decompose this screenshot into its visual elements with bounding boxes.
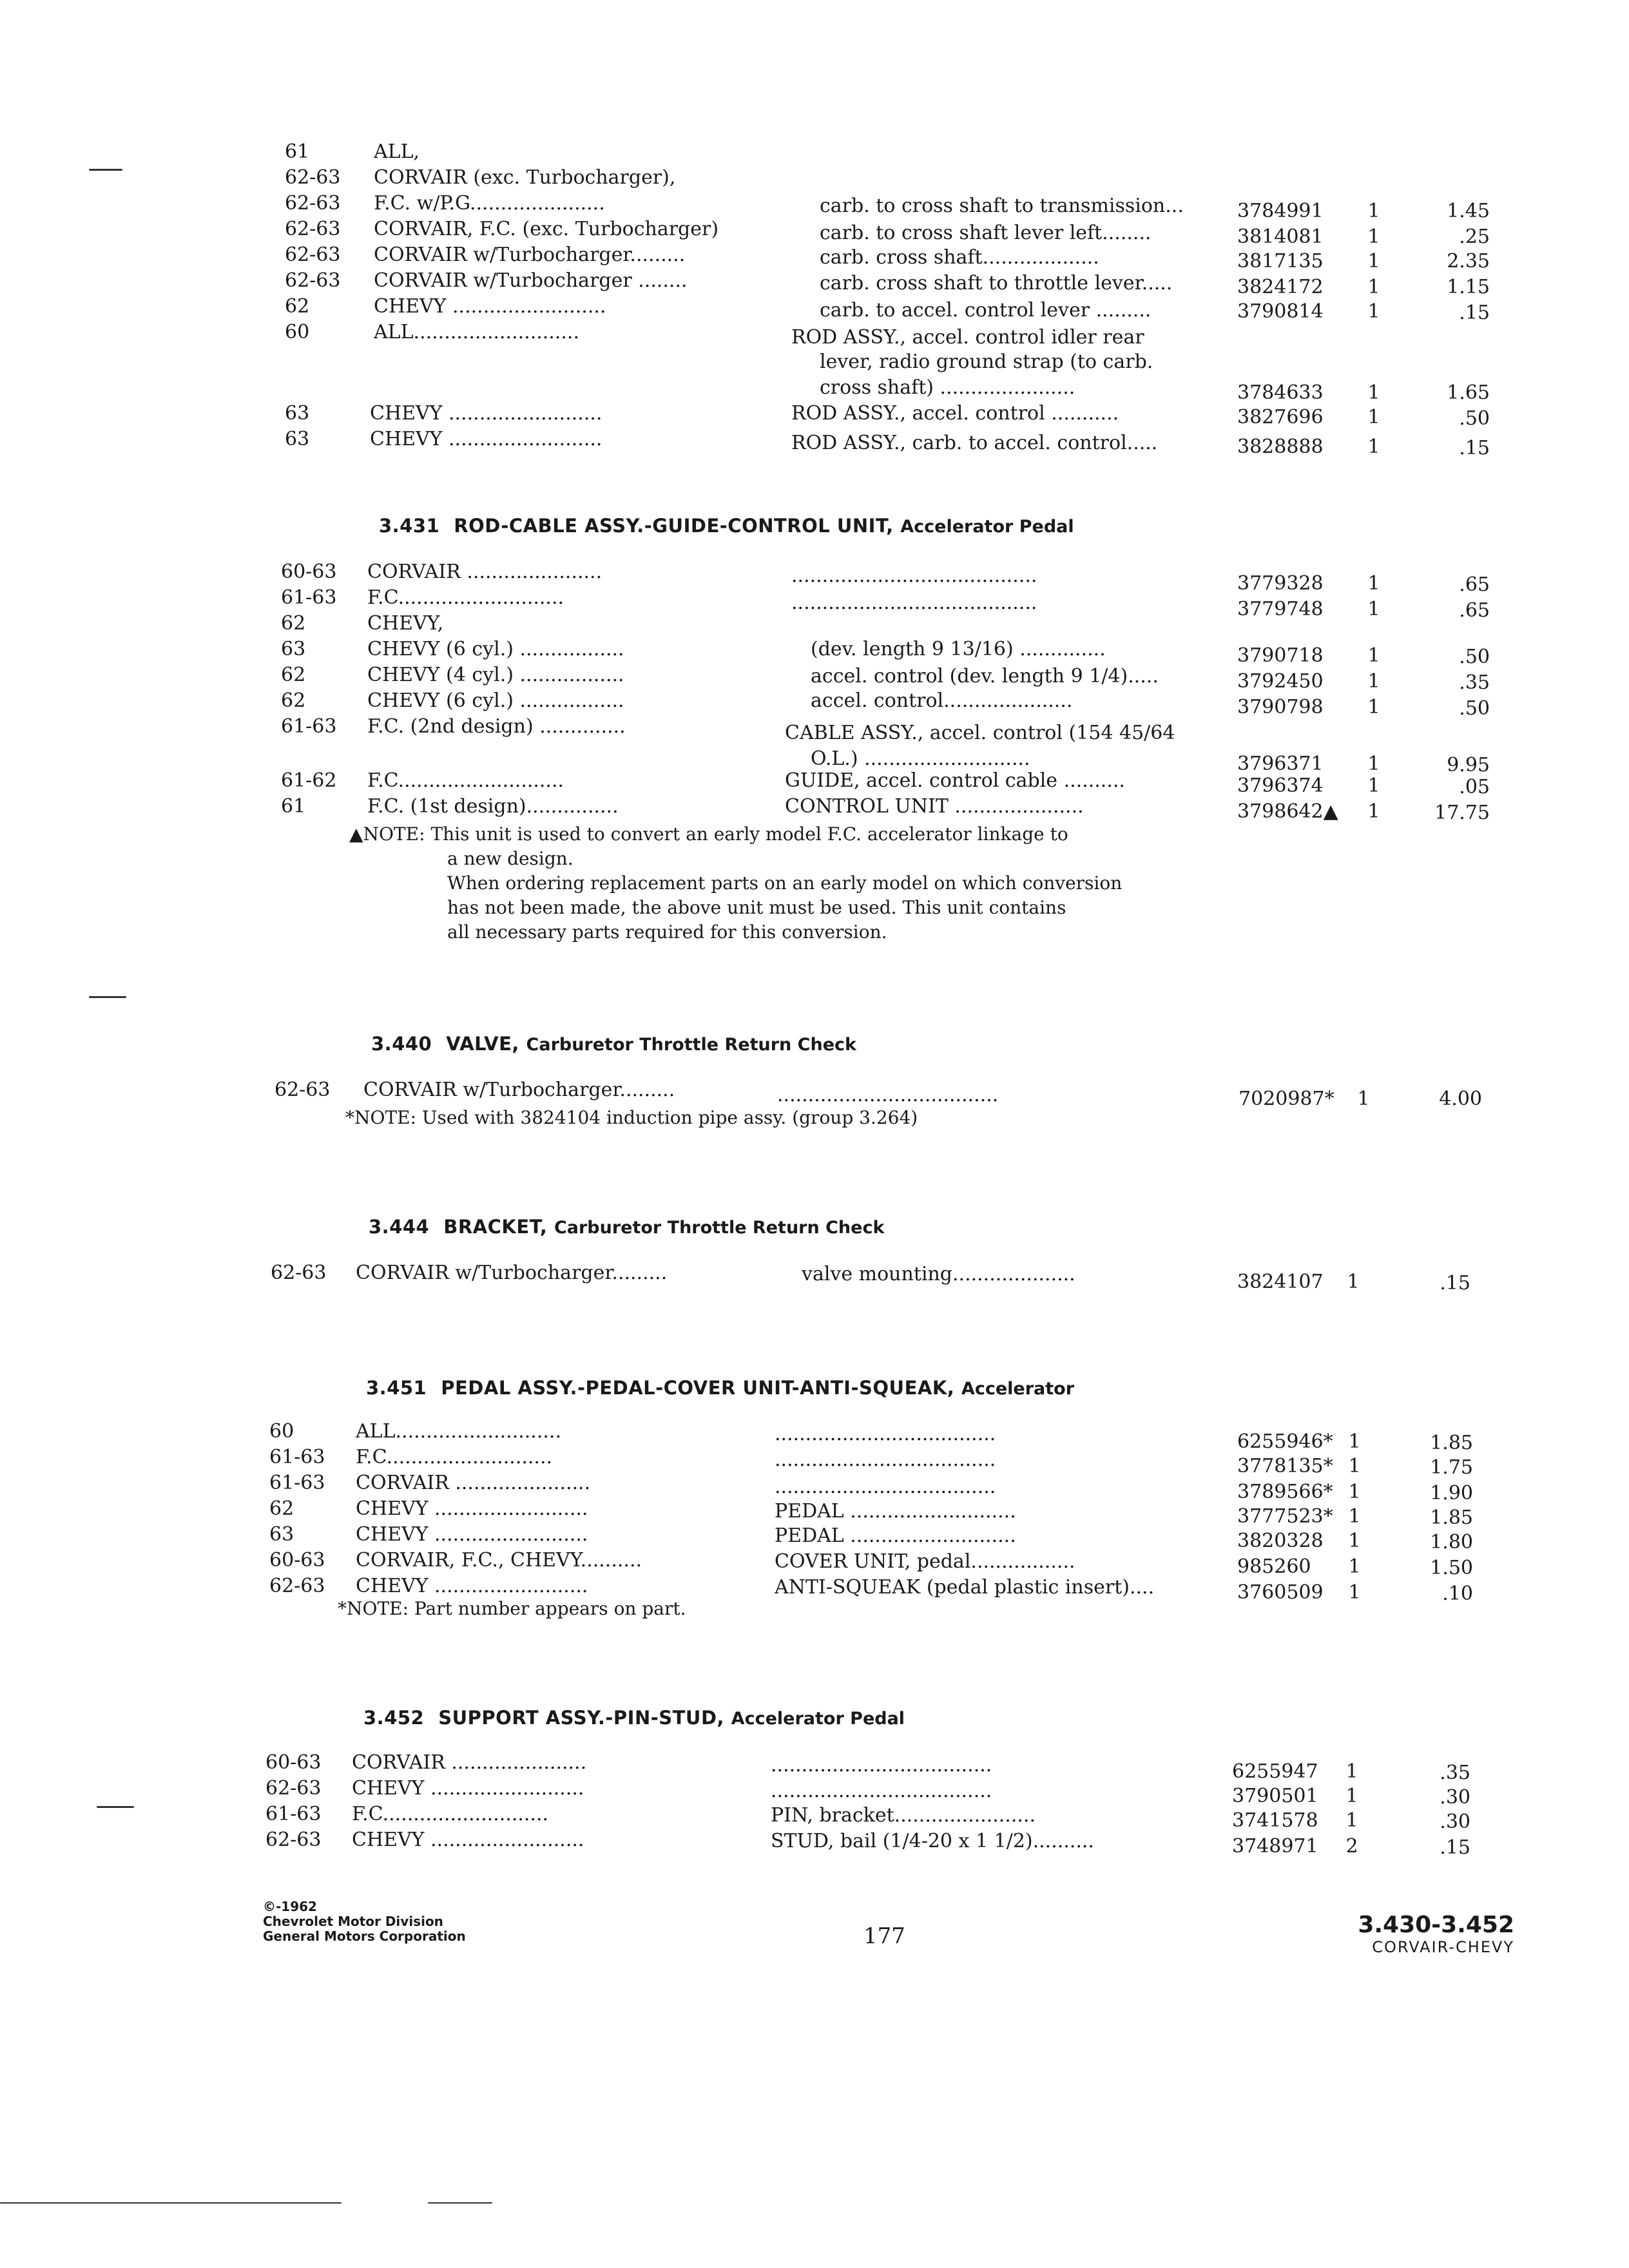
description-cell: carb. cross shaft................... [820, 246, 1099, 269]
part-number-cell: 985260 [1237, 1555, 1311, 1578]
quantity-cell: 1 [1348, 1581, 1361, 1604]
description-cell: accel. control..................... [811, 689, 1073, 712]
model-cell: CORVAIR w/Turbocharger......... [356, 1262, 668, 1284]
description-cell: .................................... [771, 1754, 992, 1776]
part-number-cell: 3824172 [1237, 276, 1324, 298]
group-block [1308, 1912, 1514, 1956]
model-cell: CHEVY ......................... [352, 1829, 584, 1851]
price-cell: .15 [1440, 1836, 1470, 1859]
price-cell: .15 [1459, 302, 1490, 324]
page-number: 177 [863, 1923, 905, 1949]
model-cell: CORVAIR ...................... [356, 1472, 591, 1494]
quantity-cell: 1 [1367, 381, 1380, 404]
quantity-cell: 1 [1367, 276, 1380, 298]
note-line: a new design. [447, 848, 574, 869]
model-cell: F.C........................... [367, 586, 564, 609]
footnote [345, 1106, 918, 1130]
scan-mark [89, 996, 126, 998]
description-cell: lever, radio ground strap (to carb. [820, 351, 1153, 373]
description-cell: ROD ASSY., carb. to accel. control..... [791, 432, 1158, 454]
division-name: Chevrolet Motor Division [263, 1914, 443, 1929]
model-cell: CHEVY (6 cyl.) ................. [367, 689, 624, 712]
section-heading [379, 513, 1074, 540]
section-title: PEDAL ASSY.-PEDAL-COVER UNIT-ANTI-SQUEAK, [441, 1377, 955, 1399]
quantity-cell: 1 [1367, 753, 1380, 775]
price-cell: .50 [1459, 407, 1490, 430]
description-cell: PEDAL ........................... [775, 1500, 1016, 1523]
part-number-cell: 3792450 [1237, 670, 1324, 693]
description-cell: carb. to accel. control lever ......... [820, 299, 1152, 322]
year-cell: 61-62 [281, 769, 337, 792]
model-cell: CORVAIR (exc. Turbocharger), [374, 166, 676, 189]
year-cell: 62-63 [285, 244, 341, 266]
part-number-cell: 3748971 [1232, 1835, 1318, 1858]
section-heading [371, 1031, 856, 1058]
description-cell: ........................................ [791, 564, 1037, 587]
description-cell: ........................................ [791, 591, 1037, 614]
description-cell: valve mounting.................... [802, 1263, 1075, 1285]
model-cell: CHEVY, [367, 612, 444, 635]
part-number-cell: 3779328 [1237, 572, 1324, 595]
description-cell: GUIDE, accel. control cable .......... [785, 769, 1125, 792]
part-number-cell: 3790501 [1232, 1785, 1318, 1807]
model-cell: ALL........................... [356, 1420, 561, 1443]
model-cell: CORVAIR w/Turbocharger......... [374, 244, 686, 266]
price-cell: 4.00 [1439, 1088, 1482, 1110]
copyright: ©-1962 [263, 1899, 317, 1914]
model-cell: CHEVY ......................... [370, 402, 602, 425]
price-cell: 1.50 [1430, 1557, 1473, 1579]
price-cell: 1.90 [1430, 1482, 1473, 1504]
description-cell: CONTROL UNIT ..................... [785, 795, 1084, 818]
part-number-cell: 3741578 [1232, 1809, 1318, 1832]
quantity-cell: 1 [1345, 1760, 1358, 1783]
quantity-cell: 1 [1348, 1455, 1361, 1477]
price-cell: .65 [1459, 599, 1490, 622]
scan-mark [97, 1806, 134, 1808]
model-cell: CORVAIR w/Turbocharger ........ [374, 269, 688, 292]
year-cell: 62-63 [285, 269, 341, 292]
description-cell: carb. cross shaft to throttle lever..... [820, 272, 1173, 294]
year-cell: 63 [281, 638, 306, 660]
quantity-cell: 1 [1367, 774, 1380, 797]
price-cell: .30 [1440, 1811, 1470, 1833]
price-cell: 1.75 [1430, 1456, 1473, 1479]
part-number-cell: 3779748 [1237, 598, 1324, 620]
description-cell: .................................... [777, 1084, 999, 1106]
model-cell: CORVAIR w/Turbocharger......... [363, 1079, 675, 1101]
description-cell: accel. control (dev. length 9 1/4)..... [811, 665, 1159, 687]
part-number-cell: 3760509 [1237, 1581, 1324, 1604]
note-line: *NOTE: Used with 3824104 induction pipe assy. (group 3.264) [345, 1107, 918, 1128]
price-cell: 17.75 [1434, 802, 1490, 824]
quantity-cell: 1 [1345, 1785, 1358, 1807]
part-number-cell: 3824107 [1237, 1271, 1324, 1293]
part-number-cell: 3784633 [1237, 381, 1324, 404]
part-number-cell: 3777523* [1237, 1505, 1333, 1528]
description-cell: carb. to cross shaft to transmission... [820, 195, 1184, 217]
scan-mark [428, 2202, 492, 2204]
year-cell: 62-63 [275, 1079, 331, 1101]
price-cell: .50 [1459, 697, 1490, 720]
note-line: all necessary parts required for this conversion. [447, 921, 887, 943]
price-cell: .65 [1459, 573, 1490, 596]
description-cell: .................................... [775, 1423, 996, 1445]
quantity-cell: 2 [1345, 1835, 1358, 1858]
description-cell: ROD ASSY., accel. control idler rear [791, 326, 1144, 349]
year-cell: 62 [281, 664, 306, 686]
car-line: CORVAIR-CHEVY [1372, 1938, 1514, 1956]
price-cell: .35 [1440, 1762, 1470, 1784]
description-cell: STUD, bail (1/4-20 x 1 1/2).......... [771, 1830, 1094, 1852]
part-number-cell: 3820328 [1237, 1530, 1324, 1552]
part-number-cell: 3798642▲ [1237, 800, 1338, 823]
year-cell: 62 [281, 689, 306, 712]
corporation-name: General Motors Corporation [263, 1928, 466, 1944]
part-number-cell: 3796374 [1237, 774, 1324, 797]
part-number-cell: 3790798 [1237, 696, 1324, 718]
quantity-cell: 1 [1367, 226, 1380, 248]
quantity-cell: 1 [1367, 644, 1380, 667]
price-cell: .25 [1459, 226, 1490, 248]
year-cell: 61-63 [265, 1803, 322, 1825]
part-number-cell: 6255947 [1232, 1760, 1318, 1783]
part-number-cell: 3784991 [1237, 200, 1324, 222]
model-cell: ALL........................... [374, 321, 579, 343]
model-cell: CHEVY ......................... [374, 295, 606, 318]
scan-mark [0, 2202, 342, 2204]
section-heading [363, 1705, 905, 1732]
section-number: 3.440 [371, 1033, 432, 1055]
quantity-cell: 1 [1347, 1271, 1360, 1293]
model-cell: F.C. w/P.G...................... [374, 192, 605, 215]
price-cell: 1.85 [1430, 1506, 1473, 1529]
quantity-cell: 1 [1367, 300, 1380, 323]
quantity-cell: 1 [1348, 1430, 1361, 1453]
description-cell: .................................... [775, 1475, 996, 1498]
note-line: ▲NOTE: This unit is used to convert an early model F.C. accelerator linkage to [349, 823, 1068, 845]
year-cell: 62-63 [271, 1262, 327, 1284]
year-cell: 61-63 [281, 586, 337, 609]
description-cell: PEDAL ........................... [775, 1524, 1016, 1547]
year-cell: 62-63 [265, 1777, 322, 1800]
year-cell: 60-63 [265, 1751, 322, 1774]
scan-mark [89, 169, 122, 171]
quantity-cell: 1 [1367, 406, 1380, 428]
quantity-cell: 1 [1348, 1505, 1361, 1528]
year-cell: 61 [285, 140, 310, 163]
price-cell: 1.45 [1447, 200, 1490, 222]
year-cell: 63 [285, 428, 310, 450]
part-number-cell: 6255946* [1237, 1430, 1333, 1453]
part-number-cell: 3827696 [1237, 406, 1324, 428]
part-number-cell: 3814081 [1237, 226, 1324, 248]
model-cell: F.C........................... [356, 1446, 553, 1468]
description-cell: ANTI-SQUEAK (pedal plastic insert).... [775, 1576, 1155, 1599]
price-cell: 1.15 [1447, 276, 1490, 298]
model-cell: F.C. (2nd design) .............. [367, 715, 626, 738]
model-cell: CHEVY (6 cyl.) ................. [367, 638, 624, 660]
price-cell: .10 [1442, 1582, 1473, 1605]
year-cell: 60-63 [281, 561, 337, 583]
model-cell: F.C........................... [367, 769, 564, 792]
year-cell: 61-63 [269, 1472, 325, 1494]
year-cell: 60 [269, 1420, 294, 1443]
footnote [338, 1597, 686, 1621]
description-cell: ROD ASSY., accel. control ........... [791, 402, 1119, 425]
section-number: 3.431 [379, 515, 440, 537]
model-cell: CHEVY ......................... [370, 428, 602, 450]
model-cell: CHEVY ......................... [356, 1523, 588, 1546]
note-line: When ordering replacement parts on an early model on which conversion [447, 872, 1123, 894]
year-cell: 62-63 [265, 1829, 322, 1851]
price-cell: 1.85 [1430, 1432, 1473, 1454]
note-line: *NOTE: Part number appears on part. [338, 1598, 686, 1619]
section-qualifier: Accelerator Pedal [731, 1709, 905, 1729]
quantity-cell: 1 [1348, 1530, 1361, 1552]
quantity-cell: 1 [1367, 200, 1380, 222]
description-cell: PIN, bracket....................... [771, 1804, 1036, 1827]
year-cell: 60-63 [269, 1549, 325, 1571]
part-number-cell: 3790718 [1237, 644, 1324, 667]
year-cell: 63 [285, 402, 310, 425]
quantity-cell: 1 [1367, 800, 1380, 823]
section-title: ROD-CABLE ASSY.-GUIDE-CONTROL UNIT, [454, 515, 894, 537]
model-cell: F.C........................... [352, 1803, 549, 1825]
description-cell: (dev. length 9 13/16) .............. [811, 638, 1106, 660]
model-cell: CHEVY ......................... [356, 1575, 588, 1597]
model-cell: CHEVY (4 cyl.) ................. [367, 664, 624, 686]
part-number-cell: 3828888 [1237, 436, 1324, 458]
quantity-cell: 1 [1345, 1809, 1358, 1832]
part-number-cell: 3778135* [1237, 1455, 1333, 1477]
section-number: 3.451 [366, 1377, 427, 1399]
section-qualifier: Carburetor Throttle Return Check [526, 1035, 856, 1055]
year-cell: 62 [281, 612, 306, 635]
model-cell: CHEVY ......................... [356, 1497, 588, 1520]
year-cell: 62 [269, 1497, 294, 1520]
year-cell: 63 [269, 1523, 294, 1546]
price-cell: .30 [1440, 1786, 1470, 1809]
price-cell: .35 [1459, 671, 1490, 694]
section-qualifier: Accelerator Pedal [900, 517, 1074, 537]
model-cell: CORVAIR ...................... [367, 561, 602, 583]
publisher-block [263, 1899, 466, 1944]
model-cell: CORVAIR, F.C. (exc. Turbocharger) [374, 218, 719, 240]
description-cell: .................................... [771, 1780, 992, 1802]
section-number: 3.452 [363, 1707, 425, 1729]
price-cell: .50 [1459, 646, 1490, 668]
part-number-cell: 3796371 [1237, 753, 1324, 775]
quantity-cell: 1 [1367, 696, 1380, 718]
price-cell: 2.35 [1447, 250, 1490, 273]
description-cell: cross shaft) ...................... [820, 376, 1075, 399]
year-cell: 62-63 [285, 218, 341, 240]
part-number-cell: 3817135 [1237, 250, 1324, 273]
year-cell: 62-63 [285, 192, 341, 215]
section-qualifier: Accelerator [961, 1379, 1075, 1399]
part-number-cell: 3789566* [1237, 1481, 1333, 1503]
group-range: 3.430-3.452 [1358, 1912, 1514, 1938]
quantity-cell: 1 [1367, 436, 1380, 458]
price-cell: .05 [1459, 776, 1490, 798]
year-cell: 60 [285, 321, 310, 343]
quantity-cell: 1 [1348, 1481, 1361, 1503]
model-cell: F.C. (1st design)............... [367, 795, 619, 818]
year-cell: 61-63 [281, 715, 337, 738]
section-title: SUPPORT ASSY.-PIN-STUD, [438, 1707, 725, 1729]
description-cell: CABLE ASSY., accel. control (154 45/64 [785, 722, 1175, 744]
price-cell: 1.65 [1447, 381, 1490, 404]
note-line: has not been made, the above unit must be used. This unit contains [447, 897, 1066, 918]
year-cell: 61-63 [269, 1446, 325, 1468]
quantity-cell: 1 [1367, 670, 1380, 693]
year-cell: 62-63 [285, 166, 341, 189]
quantity-cell: 1 [1348, 1555, 1361, 1578]
description-cell: O.L.) ........................... [811, 747, 1030, 770]
quantity-cell: 1 [1367, 598, 1380, 620]
year-cell: 62-63 [269, 1575, 325, 1597]
part-number-cell: 3790814 [1237, 300, 1324, 323]
model-cell: ALL, [374, 140, 420, 163]
price-cell: .15 [1459, 437, 1490, 459]
year-cell: 61 [281, 795, 306, 818]
model-cell: CHEVY ......................... [352, 1777, 584, 1800]
quantity-cell: 1 [1367, 250, 1380, 273]
quantity-cell: 1 [1357, 1088, 1370, 1110]
price-cell: 1.80 [1430, 1531, 1473, 1553]
section-heading [369, 1214, 884, 1241]
description-cell: .................................... [775, 1448, 996, 1471]
price-cell: 9.95 [1447, 754, 1490, 776]
quantity-cell: 1 [1367, 572, 1380, 595]
price-cell: .15 [1440, 1272, 1470, 1294]
section-number: 3.444 [369, 1216, 430, 1238]
section-heading [366, 1375, 1074, 1402]
section-qualifier: Carburetor Throttle Return Check [554, 1218, 885, 1238]
description-cell: COVER UNIT, pedal................. [775, 1550, 1075, 1573]
description-cell: carb. to cross shaft lever left........ [820, 222, 1152, 244]
year-cell: 62 [285, 295, 310, 318]
part-number-cell: 7020987* [1239, 1088, 1335, 1110]
model-cell: CORVAIR, F.C., CHEVY.......... [356, 1549, 642, 1571]
footnote [349, 822, 1122, 945]
model-cell: CORVAIR ...................... [352, 1751, 587, 1774]
section-title: BRACKET, [443, 1216, 548, 1238]
section-title: VALVE, [446, 1033, 519, 1055]
